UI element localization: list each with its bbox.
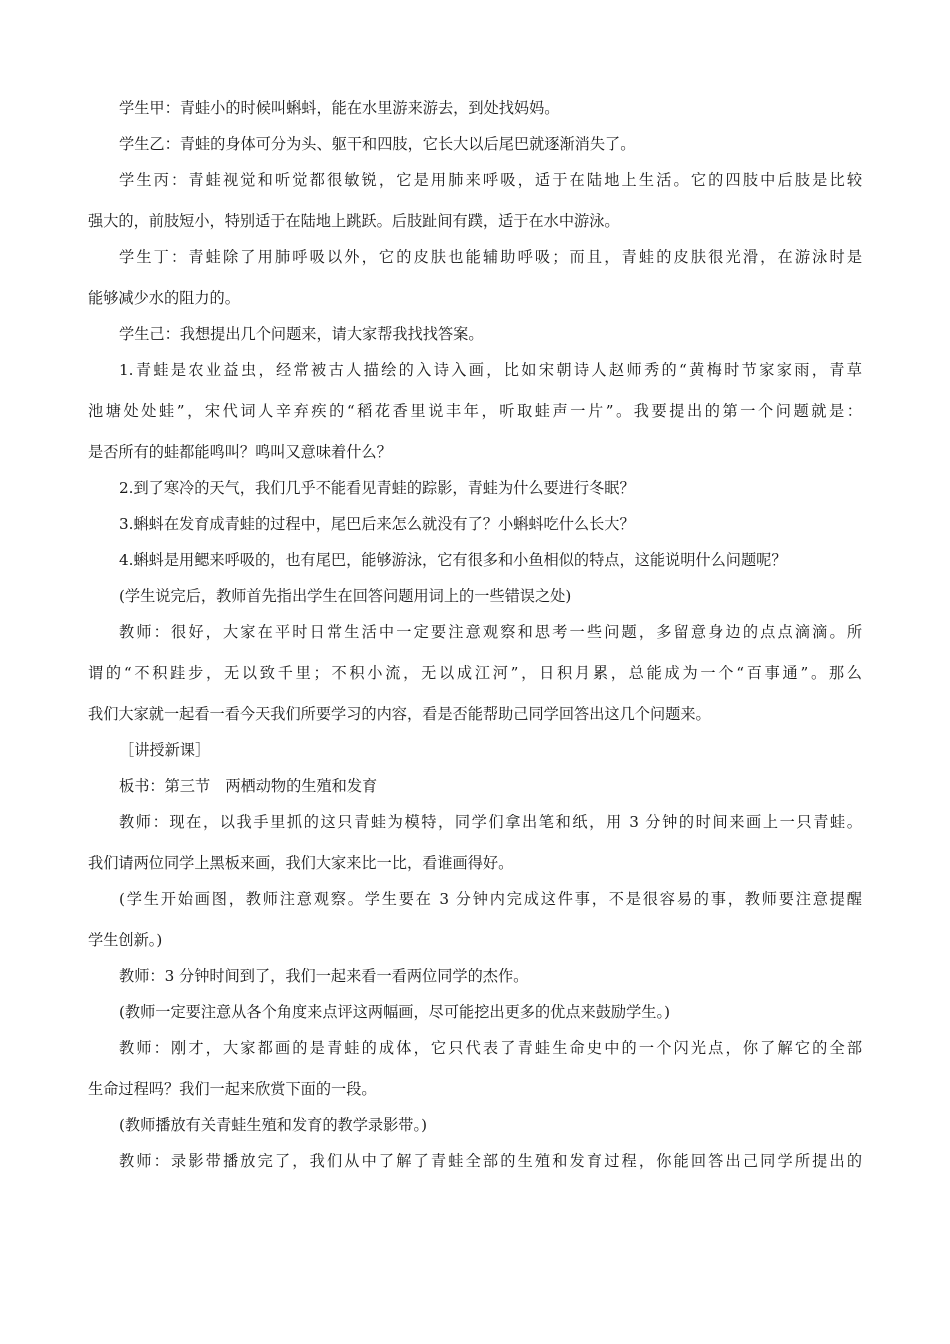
text-line: 3.蝌蚪在发育成青蛙的过程中，尾巴后来怎么就没有了？小蝌蚪吃什么长大？ (119, 515, 635, 533)
text-line: 学生创新。) (88, 931, 163, 949)
text-line: 学生丙：青蛙视觉和听觉都很敏锐，它是用肺来呼吸，适于在陆地上生活。它的四肢中后肢是比较 (119, 171, 862, 189)
text-line: 学生甲：青蛙小的时候叫蝌蚪，能在水里游来游去，到处找妈妈。 (119, 99, 560, 117)
text-line: 板书：第三节 两栖动物的生殖和发育 (119, 777, 378, 795)
text-line: 教师：很好，大家在平时日常生活中一定要注意观察和思考一些问题，多留意身边的点点滴滴。所 (119, 623, 862, 641)
document-page (88, 98, 862, 1171)
text-line: 1.青蛙是农业益虫，经常被古人描绘的入诗入画，比如宋朝诗人赵师秀的“黄梅时节家家雨，青草 (119, 361, 862, 379)
text-line: 生命过程吗？我们一起来欣赏下面的一段。 (88, 1080, 377, 1098)
text-line: 学生乙：青蛙的身体可分为头、躯干和四肢，它长大以后尾巴就逐渐消失了。 (119, 135, 636, 153)
text-line: (学生开始画图，教师注意观察。学生要在 3 分钟内完成这件事，不是很容易的事，教师要注意提醒 (119, 890, 862, 908)
text-line: 2.到了寒冷的天气，我们几乎不能看见青蛙的踪影，青蛙为什么要进行冬眠？ (119, 479, 635, 497)
text-line: 教师：刚才，大家都画的是青蛙的成体，它只代表了青蛙生命史中的一个闪光点，你了解它的全部 (119, 1039, 862, 1057)
text-line: 我们大家就一起看一看今天我们所要学习的内容，看是否能帮助己同学回答出这几个问题来。 (88, 705, 711, 723)
text-line: 4.蝌蚪是用鳃来呼吸的，也有尾巴，能够游泳，它有很多和小鱼相似的特点，这能说明什么问题呢？ (119, 551, 787, 569)
text-line: 学生丁：青蛙除了用肺呼吸以外，它的皮肤也能辅助呼吸；而且，青蛙的皮肤很光滑，在游泳时是 (119, 248, 862, 266)
text-line: (教师一定要注意从各个角度来点评这两幅画，尽可能挖出更多的优点来鼓励学生。) (119, 1003, 671, 1021)
text-line: 我们请两位同学上黑板来画，我们大家来比一比，看谁画得好。 (88, 854, 514, 872)
text-line: 强大的，前肢短小，特别适于在陆地上跳跃。后肢趾间有蹼，适于在水中游泳。 (88, 212, 620, 230)
text-line: (学生说完后，教师首先指出学生在回答问题用词上的一些错误之处) (119, 587, 572, 605)
text-line: (教师播放有关青蛙生殖和发育的教学录影带。) (119, 1116, 428, 1134)
text-line: 学生己：我想提出几个问题来，请大家帮我找找答案。 (119, 325, 484, 343)
section-heading: ［讲授新课］ (119, 741, 211, 759)
text-line: 教师：录影带播放完了，我们从中了解了青蛙全部的生殖和发育过程，你能回答出己同学所提出的 (119, 1152, 862, 1170)
text-line: 能够减少水的阻力的。 (88, 289, 240, 307)
text-line: 是否所有的蛙都能鸣叫？鸣叫又意味着什么？ (88, 443, 392, 461)
text-line: 教师：现在，以我手里抓的这只青蛙为模特，同学们拿出笔和纸，用 3 分钟的时间来画上一只青蛙。 (119, 813, 862, 831)
text-line: 教师：3 分钟时间到了，我们一起来看一看两位同学的杰作。 (119, 967, 529, 985)
text-line: 池塘处处蛙”，宋代词人辛弃疾的“稻花香里说丰年，听取蛙声一片”。我要提出的第一个问题就是： (88, 402, 862, 420)
text-line: 谓的“不积跬步，无以致千里；不积小流，无以成江河”，日积月累，总能成为一个“百事通”。那么 (88, 664, 862, 682)
